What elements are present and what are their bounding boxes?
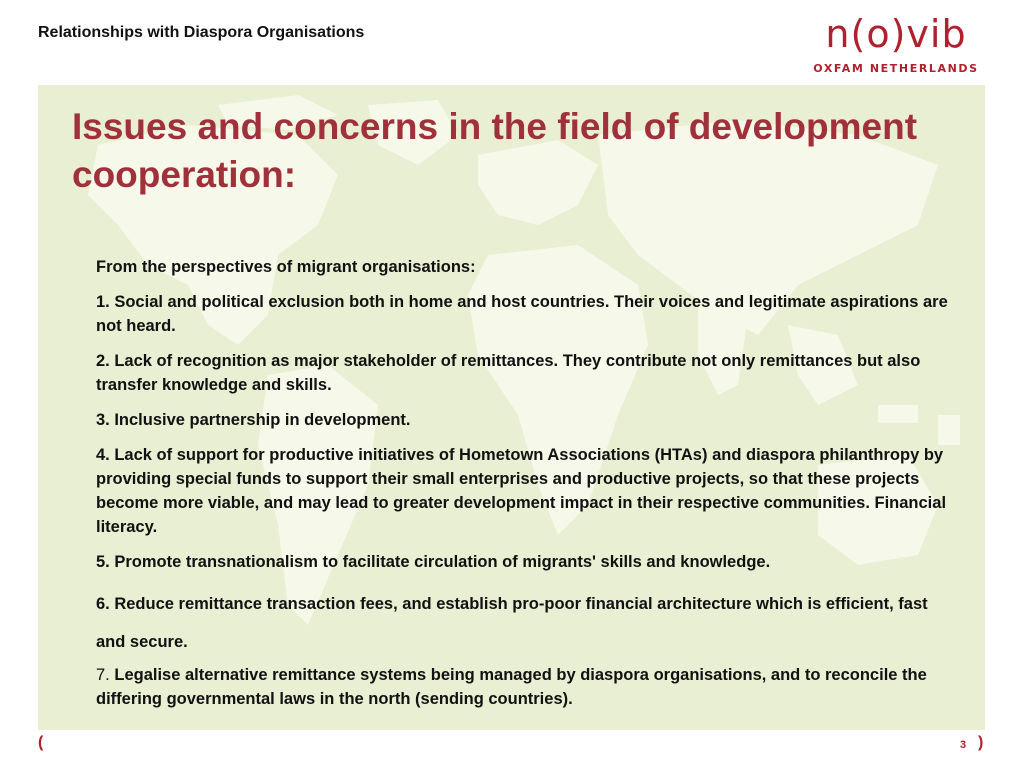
novib-logo bbox=[808, 12, 984, 82]
issue-item-4: 4. Lack of support for productive initiatives of Hometown Associations (HTAs) and diaspora philanthropy by providing special funds to support their small enterprises and productive projects, so that these projects become more viable, and may lead to greater development impact in their respective communities. Financial literacy. bbox=[96, 446, 947, 536]
issue-item-5: 5. Promote transnationalism to facilitate circulation of migrants' skills and knowledge. bbox=[96, 553, 771, 571]
slide-body bbox=[96, 255, 956, 722]
issue-item-2: 2. Lack of recognition as major stakeholder of remittances. They contribute not only remittances but also transfer knowledge and skills. bbox=[96, 352, 921, 394]
issue-item-7 bbox=[96, 663, 956, 711]
issue-item-7-text: Legalise alternative remittance systems being managed by diaspora organisations, and to reconcile the differing governmental laws in the north (sending countries). bbox=[96, 666, 927, 708]
issue-item-3: 3. Inclusive partnership in development. bbox=[96, 411, 411, 429]
footer-right-paren: ) bbox=[978, 734, 984, 751]
intro-text: From the perspectives of migrant organisations: bbox=[96, 258, 476, 276]
issue-item-6: 6. Reduce remittance transaction fees, and establish pro-poor financial architecture which is efficient, fast and secure. bbox=[96, 595, 928, 651]
logo-mark: n(o)vib bbox=[825, 12, 967, 56]
logo-subtitle: OXFAM NETHERLANDS bbox=[813, 62, 979, 75]
footer-left-paren: ( bbox=[38, 734, 44, 751]
issue-item-7-number: 7. bbox=[96, 666, 110, 684]
slide-title: Issues and concerns in the field of development cooperation: bbox=[72, 106, 918, 195]
header-title: Relationships with Diaspora Organisations bbox=[38, 24, 365, 41]
content-panel bbox=[38, 85, 985, 730]
page-number: 3 bbox=[960, 739, 967, 751]
issue-item-1: 1. Social and political exclusion both in home and host countries. Their voices and legitimate aspirations are not heard. bbox=[96, 293, 948, 335]
